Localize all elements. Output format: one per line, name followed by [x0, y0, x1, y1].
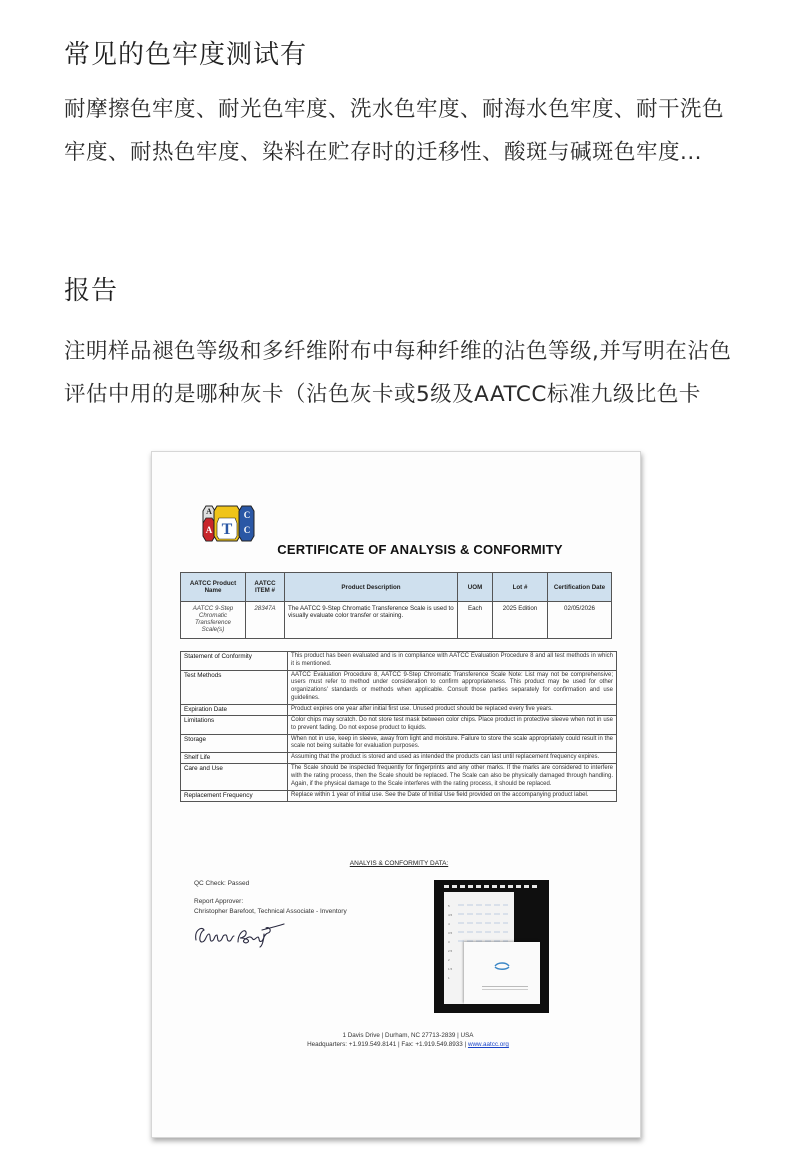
certificate-image	[151, 451, 641, 1138]
analysis-data-title: ANALYIS & CONFORMITY DATA:	[349, 860, 449, 867]
section-body-fastness-tests: 耐摩擦色牢度、耐光色牢度、洗水色牢度、耐海水色牢度、耐干洗色牢度、耐热色牢度、染料在贮存时的迁移性、酸斑与碱斑色牢度...	[64, 97, 725, 165]
scale-card-front	[464, 942, 540, 1004]
info-label: Storage	[181, 734, 288, 753]
logo-letter-a-bottom: A	[205, 525, 213, 535]
product-table-header: AATCC Product Name	[181, 573, 246, 602]
table-row	[181, 704, 617, 715]
footer-website-link[interactable]: www.aatcc.org	[467, 1041, 509, 1048]
info-value: This product has been evaluated and is in compliance with AATCC Evaluation Procedure 8 and all test methods in which it is mentioned.	[288, 652, 617, 671]
product-name-cell: AATCC 9-Step Chromatic Transference Scale(s)	[181, 602, 246, 639]
certificate-title: CERTIFICATE OF ANALYSIS & CONFORMITY	[277, 542, 563, 557]
product-uom-cell: Each	[458, 602, 493, 639]
table-row	[181, 764, 617, 790]
product-table-header: Product Description	[285, 573, 458, 602]
product-table-header: AATCC ITEM #	[246, 573, 285, 602]
info-table	[180, 651, 617, 802]
product-table-header: Certification Date	[548, 573, 612, 602]
info-label: Expiration Date	[181, 704, 288, 715]
info-label: Shelf Life	[181, 753, 288, 764]
product-table	[180, 572, 612, 639]
info-value: Product expires one year after initial first use. Unused product should be replaced every five years.	[288, 704, 617, 715]
info-value: Assuming that the product is stored and used as intended the products can last until replacement frequency expires.	[288, 753, 617, 764]
table-row	[181, 790, 617, 801]
logo-letter-a-top: A	[206, 507, 212, 516]
scale-grade-numbers: 5 4.5 4 3.5 3 2.5 2 1.5 1	[448, 904, 453, 980]
info-value: Color chips may scratch. Do not store test mask between color chips. Place product in protective sleeve when not in use to prevent fading. Do not expose product to liquids.	[288, 715, 617, 734]
product-table-header: UOM	[458, 573, 493, 602]
info-label: Replacement Frequency	[181, 790, 288, 801]
info-label: Care and Use	[181, 764, 288, 790]
logo-letter-t: T	[221, 521, 233, 538]
table-row	[181, 670, 617, 704]
info-value: When not in use, keep in sleeve, away from light and moisture. Failure to store the scale appropriately could result in the scale not being suitable for evaluation purposes.	[288, 734, 617, 753]
info-label: Limitations	[181, 715, 288, 734]
table-row	[181, 652, 617, 671]
footer-contact	[152, 1040, 640, 1049]
table-row	[181, 753, 617, 764]
card-logo-icon	[494, 962, 510, 970]
scale-color-strip	[444, 885, 540, 888]
footer-phone-fax: Headquarters: +1.919.549.8141 | Fax: +1.919.549.8933 |	[307, 1041, 468, 1048]
report-approver-name: Christopher Barefoot, Technical Associate - Inventory	[194, 908, 347, 915]
aatcc-logo	[197, 504, 257, 542]
qc-check-status: QC Check: Passed	[194, 880, 250, 887]
product-date-cell: 02/05/2026	[548, 602, 612, 639]
info-value: AATCC Evaluation Procedure 8, AATCC 9-Step Chromatic Transference Scale Note: List may not be comprehensive; users must refer to method under consideration to confirm appropriateness. This product may be used for other organizations' standards or methods when applicable. Consult those parties separately for confirmation and use guidelines.	[288, 670, 617, 704]
report-approver-label: Report Approver:	[194, 898, 244, 905]
table-row	[181, 602, 612, 639]
section-heading-report: 报告	[64, 276, 119, 306]
table-row	[181, 715, 617, 734]
info-value: Replace within 1 year of initial use. See the Date of Initial Use field provided on the accompanying product label.	[288, 790, 617, 801]
section-heading-fastness-tests: 常见的色牢度测试有	[64, 40, 308, 70]
product-lot-cell: 2025 Edition	[493, 602, 548, 639]
product-photo	[434, 880, 549, 1013]
info-value: The Scale should be inspected frequently for fingerprints and any other marks. If the marks are considered to interfere with the rating process, then the Scale should be replaced. The Scale can also be physically damaged through handling. Again, if the physical damage to the Scale interferes with the rating process, it should be replaced.	[288, 764, 617, 790]
product-table-header-row	[181, 573, 612, 602]
product-description-cell: The AATCC 9-Step Chromatic Transference Scale is used to visually evaluate color transfer or staining.	[285, 602, 458, 639]
product-item-cell: 28347A	[246, 602, 285, 639]
footer-address: 1 Davis Drive | Durham, NC 27713-2839 | USA	[342, 1032, 474, 1039]
table-row	[181, 734, 617, 753]
info-label: Test Methods	[181, 670, 288, 704]
info-label: Statement of Conformity	[181, 652, 288, 671]
logo-letter-c-top: C	[243, 510, 251, 520]
product-table-header: Lot #	[493, 573, 548, 602]
signature-image	[192, 920, 287, 948]
logo-letter-c-bottom: C	[243, 525, 251, 535]
section-body-report: 注明样品褪色等级和多纤维附布中每种纤维的沾色等级,并写明在沾色评估中用的是哪种灰卡（沾色灰卡或5级及AATCC标准九级比色卡	[64, 339, 732, 407]
